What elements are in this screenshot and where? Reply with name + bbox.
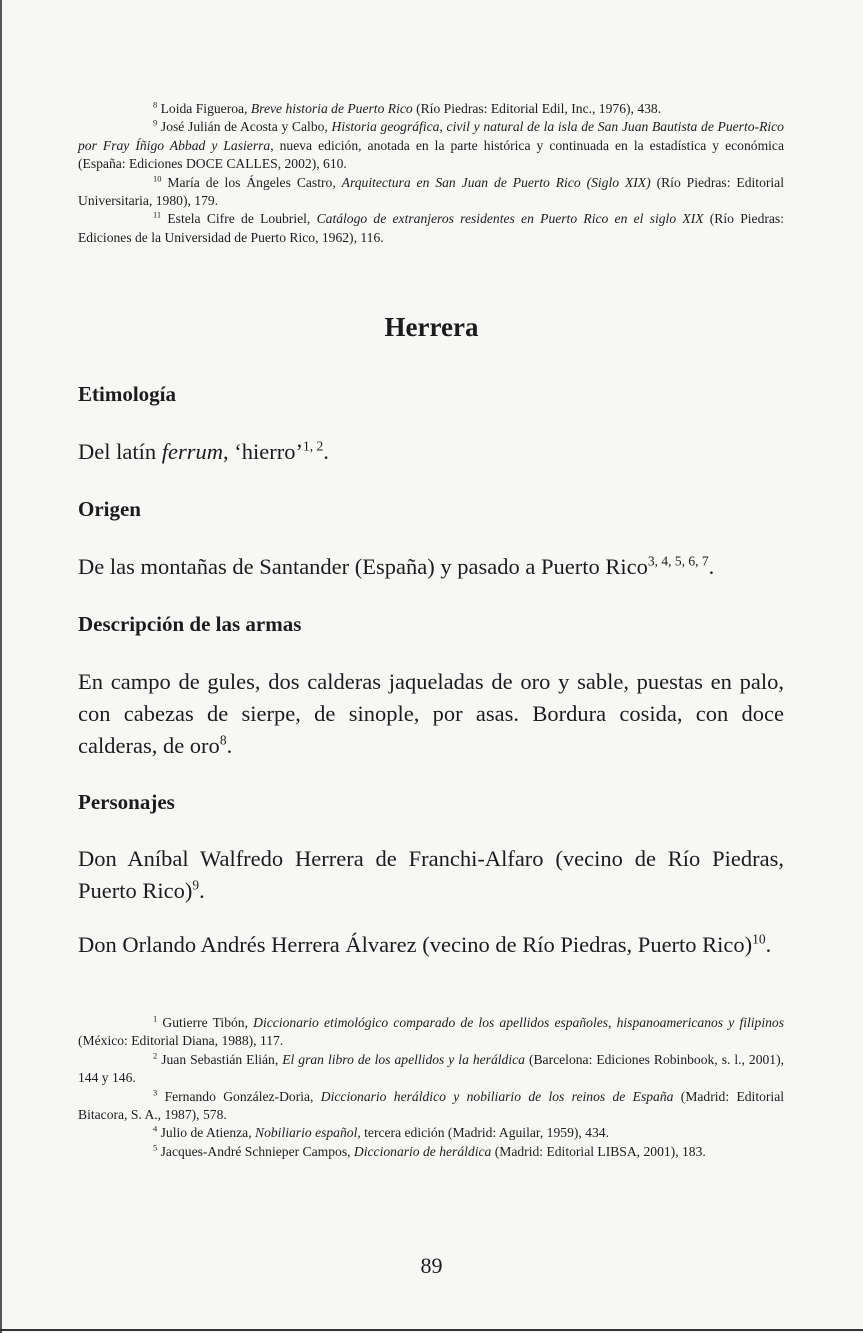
footnote-5: $^5$ Jacques-André Schnieper Campos, Diccionario de heráldica (Madrid: Editorial LIBSA, 2001), 183. <box>153 1142 706 1159</box>
personaje-item: Don Orlando Andrés Herrera Álvarez (vecino de Río Piedras, Puerto Rico)$^{10}$. <box>78 931 772 957</box>
footnote-2: $^2$ Juan Sebastián Elián, El gran libro de los apellidos y la heráldica (Barcelona: Ediciones Robinbook, s. l., 2001), 144 y 146. <box>78 1050 785 1086</box>
bottom-footnotes <box>78 1014 784 1161</box>
footnote-8: $^8$ Loida Figueroa, Breve historia de Puerto Rico (Río Piedras: Editorial Edil, Inc., 1976), 438. <box>153 99 662 116</box>
footnote-11: $^{11}$ Estela Cifre de Loubriel, Catálogo de extranjeros residentes en Puerto Rico en el siglo XIX (Río Piedras: Ediciones de la Universidad de Puerto Rico, 1962), 116. <box>78 209 784 245</box>
page-number: 89 <box>420 1253 443 1278</box>
heading-origen: Origen <box>78 497 141 521</box>
footnote-4: $^4$ Julio de Atienza, Nobiliario español, tercera edición (Madrid: Aguilar, 1959), 434. <box>153 1123 609 1141</box>
descripcion-text: En campo de gules, dos calderas jaqueladas de oro y sable, puestas en palo, con cabezas de sierpe, de sinople, por asas. Bordura cosida, con doce calderas, de oro$^8$. <box>78 669 784 758</box>
footnote-9: $^9$ José Julián de Acosta y Calbo, Historia geográfica, civil y natural de la isla de San Juan Bautista de Puerto-Rico por Fray Íñigo Abbad y Lasierra, nueva edición, anotada en la parte histórica y continuada en la estadística y económica (España: Ediciones DOCE CALLES, 2002), 610. <box>78 117 784 172</box>
heading-etimologia: Etimología <box>78 382 176 406</box>
footnote-3: $^3$ Fernando González-Doria, Diccionario heráldico y nobiliario de los reinos de España (Madrid: Editorial Bitacora, S. A., 1987), 578. <box>78 1087 785 1123</box>
top-footnotes <box>78 100 784 247</box>
etimologia-text: Del latín ferrum, ‘hierro’$^{1, 2}$. <box>78 438 329 464</box>
personaje-item: Don Aníbal Walfredo Herrera de Franchi-Alfaro (vecino de Río Piedras, Puerto Rico)$^9$. <box>78 846 784 903</box>
page-bottom-edge <box>0 1329 863 1331</box>
heading-personajes: Personajes <box>78 790 175 814</box>
page-title: Herrera <box>384 312 479 342</box>
origen-text: De las montañas de Santander (España) y pasado a Puerto Rico$^{3, 4, 5, 6, 7}$. <box>78 553 715 579</box>
page-left-edge <box>0 0 2 1333</box>
footnote-10: $^{10}$ María de los Ángeles Castro, Arquitectura en San Juan de Puerto Rico (Siglo XIX) (Río Piedras: Editorial Universitaria, 1980), 179. <box>78 173 784 209</box>
heading-descripcion: Descripción de las armas <box>78 612 302 636</box>
footnote-1: $^1$ Gutierre Tibón, Diccionario etimológico comparado de los apellidos españoles, hispanoamericanos y filipinos (México: Editorial Diana, 1988), 117. <box>78 1013 785 1049</box>
